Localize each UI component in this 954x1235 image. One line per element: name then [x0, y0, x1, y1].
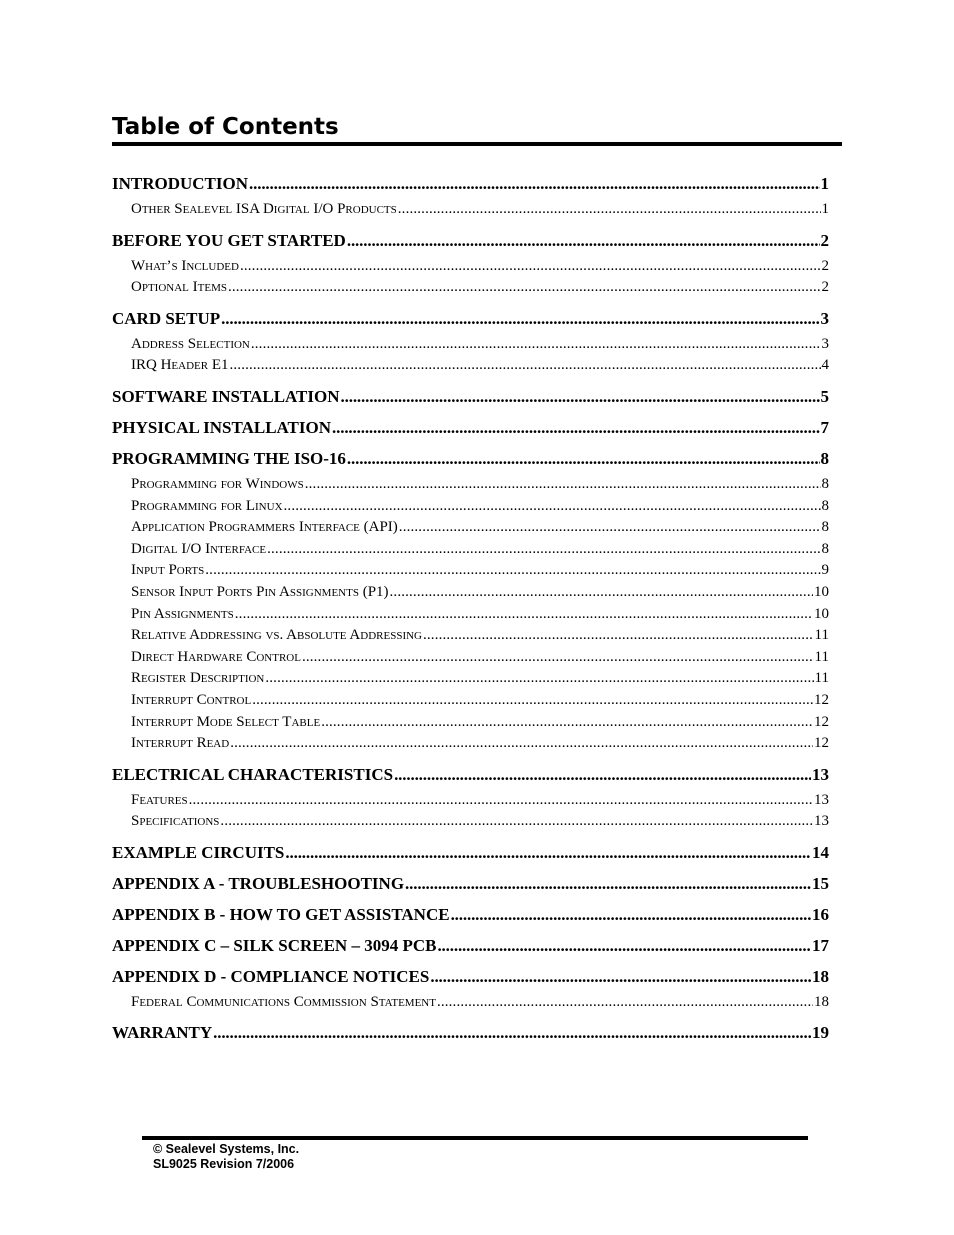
toc-entry-label: PHYSICAL INSTALLATION	[112, 417, 332, 437]
toc-subsection-entry[interactable]	[112, 277, 829, 299]
toc-section-entry[interactable]	[112, 961, 829, 992]
toc-entry-label: PROGRAMMING THE ISO-16	[112, 448, 346, 468]
toc-entry-label: Federal Communications Commission Statement	[131, 993, 436, 1010]
toc-dot-leader	[252, 690, 813, 712]
toc-page-number: 18	[812, 966, 829, 986]
toc-entry-label: Direct Hardware Control	[131, 648, 301, 665]
toc-subsection-entry[interactable]	[112, 790, 829, 812]
toc-section-entry[interactable]	[112, 225, 829, 256]
toc-subsection-entry[interactable]	[112, 992, 829, 1014]
toc-entry-label: Address Selection	[131, 335, 250, 352]
footer-copyright: © Sealevel Systems, Inc.	[153, 1142, 300, 1156]
toc-dot-leader	[230, 355, 821, 377]
toc-entry-label: Specifications	[131, 813, 220, 830]
toc-page-number: 14	[812, 842, 829, 862]
toc-entry-label: ELECTRICAL CHARACTERISTICS	[112, 764, 394, 784]
toc-subsection-entry[interactable]	[112, 256, 829, 278]
toc-dot-leader	[341, 381, 820, 412]
toc-page-number: 16	[812, 904, 829, 924]
toc-section-entry[interactable]	[112, 837, 829, 868]
toc-page-number: 3	[821, 335, 829, 352]
toc-dot-leader	[332, 412, 819, 443]
toc-entry-label: Other Sealevel ISA Digital I/O Products	[131, 201, 397, 217]
toc-entry-label: APPENDIX C – SILK SCREEN – 3094 PCB	[112, 935, 437, 955]
toc-dot-leader	[285, 837, 811, 868]
toc-page-number: 2	[820, 230, 829, 250]
toc-page-number: 10	[814, 605, 829, 622]
toc-page-number: 8	[820, 448, 829, 468]
toc-entry-label: Programming for Linux	[131, 497, 283, 514]
toc-page-number: 8	[821, 519, 829, 536]
toc-page-number: 17	[812, 935, 829, 955]
toc-dot-leader	[230, 733, 813, 755]
toc-dot-leader	[399, 517, 821, 539]
toc-subsection-entry[interactable]	[112, 712, 829, 734]
toc-dot-leader	[305, 474, 821, 496]
toc-page-number: 2	[821, 279, 829, 296]
toc-page-number: 13	[814, 813, 829, 830]
toc-entry-label: Input Ports	[131, 562, 205, 579]
toc-dot-leader	[189, 790, 813, 812]
toc-entry-label: Relative Addressing vs. Absolute Addressing	[131, 627, 422, 644]
toc-dot-leader	[265, 668, 813, 690]
toc-page-number: 7	[820, 417, 829, 437]
toc-dot-leader	[451, 899, 811, 930]
toc-dot-leader	[430, 961, 811, 992]
toc-subsection-entry[interactable]	[112, 355, 829, 377]
toc-entry-label: EXAMPLE CIRCUITS	[112, 842, 285, 862]
toc-page-number: 2	[821, 257, 829, 274]
toc-dot-leader	[220, 811, 813, 833]
footer	[153, 1142, 299, 1172]
toc-section-entry[interactable]	[112, 443, 829, 474]
toc-section-entry[interactable]	[112, 899, 829, 930]
toc-subsection-entry[interactable]	[112, 474, 829, 496]
toc-dot-leader	[213, 1017, 811, 1048]
toc-entry-label: Interrupt Read	[131, 735, 230, 752]
toc-dot-leader	[390, 582, 813, 604]
toc-section-entry[interactable]	[112, 868, 829, 899]
toc-page-number: 8	[821, 475, 829, 492]
toc-section-entry[interactable]	[112, 381, 829, 412]
toc-page-number: 9	[821, 562, 829, 579]
toc-page-number: 8	[821, 540, 829, 557]
toc-subsection-entry[interactable]	[112, 496, 829, 518]
toc-dot-leader	[437, 992, 813, 1014]
toc-section-entry[interactable]	[112, 759, 829, 790]
toc-entry-label: Digital I/O Interface	[131, 540, 267, 557]
toc-dot-leader	[347, 225, 820, 256]
toc-entry-label: Programming for Windows	[131, 475, 304, 492]
toc-entry-label: APPENDIX A - TROUBLESHOOTING	[112, 873, 405, 893]
toc-subsection-entry[interactable]	[112, 334, 829, 356]
toc-entry-label: CARD SETUP	[112, 308, 221, 328]
toc-entry-label: INTRODUCTION	[112, 174, 249, 193]
toc-page-number: 15	[812, 873, 829, 893]
toc-entry-label: Pin Assignments	[131, 605, 234, 622]
toc-dot-leader	[267, 539, 820, 561]
toc-subsection-entry[interactable]	[112, 604, 829, 626]
toc-dot-leader	[205, 560, 820, 582]
toc-page-number: 13	[812, 764, 829, 784]
toc-entry-label: Interrupt Mode Select Table	[131, 713, 321, 730]
toc-entry-label: WARRANTY	[112, 1023, 213, 1043]
toc-dot-leader	[321, 712, 813, 734]
toc-entry-label: Sensor Input Ports Pin Assignments (P1)	[131, 583, 389, 600]
toc-subsection-entry[interactable]	[112, 625, 829, 647]
toc-section-entry[interactable]	[112, 412, 829, 443]
toc-entry-label: Register Description	[131, 670, 265, 687]
toc-subsection-entry[interactable]	[112, 733, 829, 755]
toc-dot-leader	[398, 199, 821, 221]
toc-dot-leader	[251, 334, 821, 356]
toc-section-entry[interactable]	[112, 1017, 829, 1048]
toc-dot-leader	[394, 759, 811, 790]
toc-entry-label: Interrupt Control	[131, 691, 252, 708]
toc-subsection-entry[interactable]	[112, 582, 829, 604]
toc-page-number: 5	[820, 386, 829, 406]
toc-page-number: 18	[814, 993, 829, 1010]
toc-page-number: 3	[820, 308, 829, 328]
toc-page-number: 13	[814, 791, 829, 808]
toc-dot-leader	[240, 256, 821, 278]
toc-entry-label: Application Programmers Interface (API)	[131, 519, 398, 536]
toc-dot-leader	[228, 277, 821, 299]
toc-page-number: 11	[814, 670, 829, 687]
toc-subsection-entry[interactable]	[112, 690, 829, 712]
toc-entry-label: Features	[131, 791, 188, 808]
toc-page-number: 11	[814, 627, 829, 644]
toc-dot-leader	[437, 930, 811, 961]
toc-dot-leader	[221, 303, 819, 334]
toc-dot-leader	[347, 443, 820, 474]
toc-dot-leader	[423, 625, 814, 647]
toc-page-number: 12	[814, 691, 829, 708]
toc-page-number: 10	[814, 583, 829, 600]
toc-entry-label: Optional Items	[131, 279, 227, 296]
toc-subsection-entry[interactable]	[112, 539, 829, 561]
toc-page-number: 12	[814, 735, 829, 752]
toc-section-entry[interactable]	[112, 168, 829, 199]
toc-page-number: 1	[821, 201, 829, 217]
toc-page-number: 4	[821, 357, 829, 374]
toc-section-entry[interactable]	[112, 930, 829, 961]
page-title: Table of Contents	[112, 112, 842, 146]
toc-entry-label: APPENDIX D - COMPLIANCE NOTICES	[112, 966, 430, 986]
footer-divider	[142, 1136, 808, 1140]
table-of-contents	[112, 168, 829, 1048]
toc-subsection-entry[interactable]	[112, 668, 829, 690]
toc-dot-leader	[405, 868, 811, 899]
toc-dot-leader	[249, 168, 819, 199]
toc-dot-leader	[302, 647, 814, 669]
toc-section-entry[interactable]	[112, 303, 829, 334]
toc-dot-leader	[284, 496, 821, 518]
toc-subsection-entry[interactable]	[112, 647, 829, 669]
toc-entry-label: IRQ Header E1	[131, 357, 229, 374]
toc-dot-leader	[235, 604, 813, 626]
footer-revision: SL9025 Revision 7/2006	[153, 1157, 295, 1171]
toc-subsection-entry[interactable]	[112, 811, 829, 833]
toc-entry-label: BEFORE YOU GET STARTED	[112, 230, 346, 250]
toc-page-number: 8	[821, 497, 829, 514]
toc-entry-label: SOFTWARE INSTALLATION	[112, 386, 340, 406]
toc-page-number: 1	[820, 174, 829, 193]
toc-page-number: 19	[812, 1023, 829, 1043]
toc-entry-label: APPENDIX B - HOW TO GET ASSISTANCE	[112, 904, 450, 924]
toc-subsection-entry[interactable]	[112, 199, 829, 221]
toc-entry-label: What’s Included	[131, 257, 239, 274]
toc-subsection-entry[interactable]	[112, 560, 829, 582]
toc-page-number: 11	[814, 648, 829, 665]
toc-subsection-entry[interactable]	[112, 517, 829, 539]
toc-page-number: 12	[814, 713, 829, 730]
